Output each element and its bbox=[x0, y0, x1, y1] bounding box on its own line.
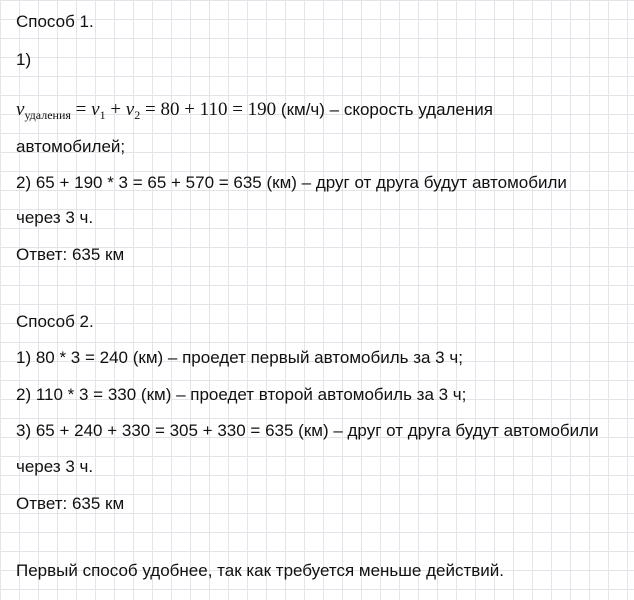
method1-step2-line1: 2) 65 + 190 * 3 = 65 + 570 = 635 (км) – друг от друга будут автомобили bbox=[16, 173, 567, 192]
velocity-formula: $v_{удаления} = v_1 + v_2 = 80 + 110 = 190$ bbox=[16, 99, 277, 122]
method2-step3-line2: через 3 ч. bbox=[16, 457, 94, 476]
velocity-units: (км/ч) bbox=[280, 100, 325, 119]
velocity-values: 80 + 110 = 190 bbox=[160, 99, 277, 120]
method1-step1-label: 1) bbox=[16, 50, 32, 69]
method2-step1: 1) 80 * 3 = 240 (км) – проедет первый автомобиль за 3 ч; bbox=[16, 348, 463, 367]
method1-title: Способ 1. bbox=[16, 12, 94, 31]
method1-formula-cont: автомобилей; bbox=[16, 137, 126, 156]
method1-answer: Ответ: 635 км bbox=[16, 245, 125, 264]
method1-step2-line2: через 3 ч. bbox=[16, 208, 94, 227]
velocity-subscript: удаления bbox=[24, 108, 71, 122]
method2-step3-line1: 3) 65 + 240 + 330 = 305 + 330 = 635 (км) – друг от друга будут автомобили bbox=[16, 421, 599, 440]
conclusion-text: Первый способ удобнее, так как требуется меньше действий. bbox=[16, 561, 504, 580]
method2-title: Способ 2. bbox=[16, 312, 94, 331]
velocity-note: – скорость удаления bbox=[329, 100, 493, 119]
method2-answer: Ответ: 635 км bbox=[16, 494, 125, 513]
method2-step2: 2) 110 * 3 = 330 (км) – проедет второй автомобиль за 3 ч; bbox=[16, 385, 467, 404]
method1-formula-line bbox=[16, 100, 493, 125]
